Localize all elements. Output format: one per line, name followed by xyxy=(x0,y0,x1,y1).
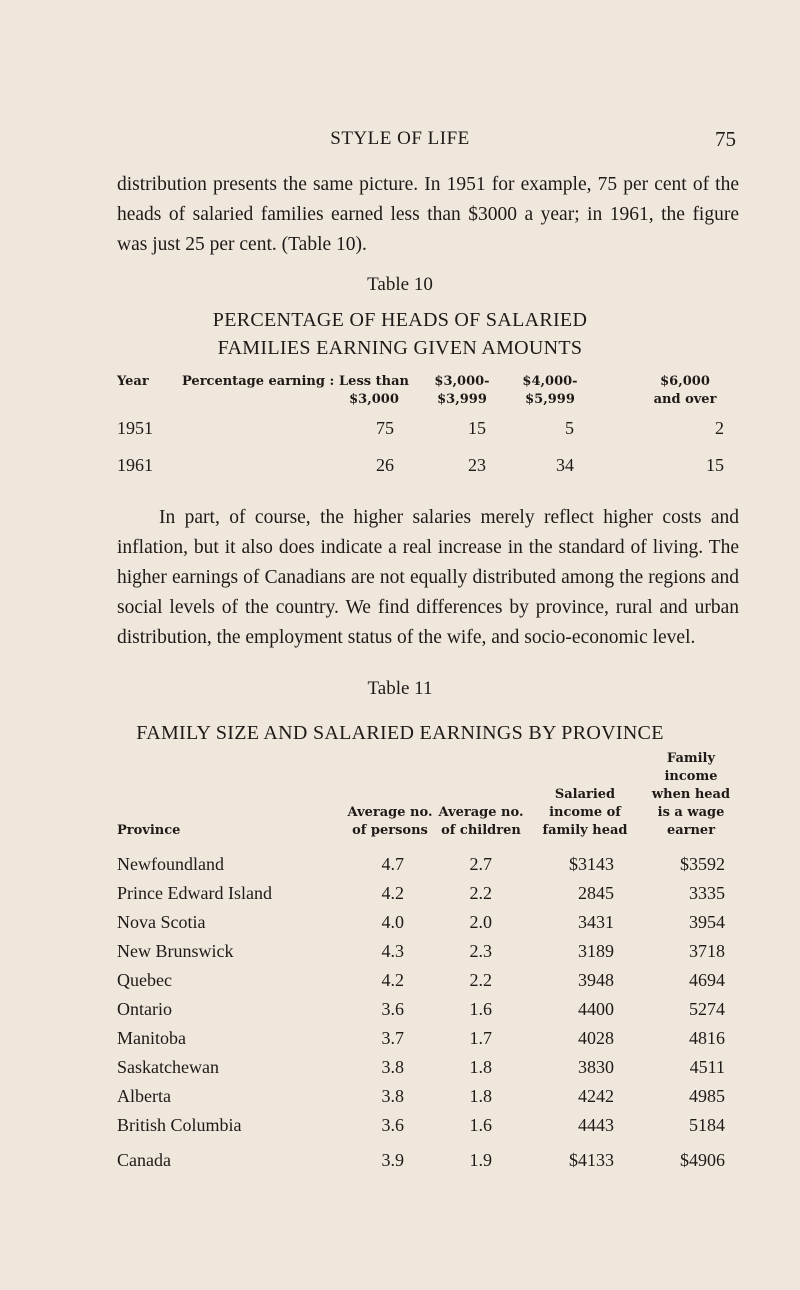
table-11-caption: Table 11 xyxy=(367,678,433,699)
table-cell: 3335 xyxy=(689,883,725,903)
table-cell: 34 xyxy=(556,455,574,475)
table-10-header-col3: $4,000- $5,999 xyxy=(522,374,578,407)
province-name: Alberta xyxy=(117,1086,171,1106)
table-cell: 3948 xyxy=(578,970,614,990)
table-cell: 75 xyxy=(376,418,394,438)
province-name: New Brunswick xyxy=(117,941,234,961)
table-cell: $3592 xyxy=(680,854,725,874)
table-cell: 3431 xyxy=(578,912,614,932)
province-name: Newfoundland xyxy=(117,854,224,874)
table-cell: 5274 xyxy=(689,999,725,1019)
table-cell: 4.2 xyxy=(381,970,404,990)
table-cell: 4400 xyxy=(578,999,614,1019)
table-10-header-col2: $3,000- $3,999 xyxy=(434,374,490,407)
table-cell: 1.8 xyxy=(469,1086,492,1106)
table-cell: 2.7 xyxy=(469,854,492,874)
table-cell: 4.7 xyxy=(381,854,404,874)
table-cell: 4511 xyxy=(689,1057,725,1077)
table-cell: 3.8 xyxy=(381,1057,404,1077)
table-10-title-line-2: FAMILIES EARNING GIVEN AMOUNTS xyxy=(217,337,583,359)
table-11-header-salaried: Salaried income of family head xyxy=(542,787,628,838)
table-cell: 1.6 xyxy=(469,999,492,1019)
page-header xyxy=(0,128,800,152)
table-10-caption: Table 10 xyxy=(367,274,433,295)
table-10-year-1951: 1951 xyxy=(117,418,153,438)
table-10-header-year: Year xyxy=(117,374,149,389)
table-cell: 3.8 xyxy=(381,1086,404,1106)
table-cell: 4.0 xyxy=(381,912,404,932)
table-cell: 4816 xyxy=(689,1028,725,1048)
table-11-header-province: Province xyxy=(117,823,181,838)
paragraph-1: distribution presents the same picture. In 1951 for example, 75 per cent of the heads of salaried families earned less than $3000 a year; in 1961, the figure was just 25 per cent. (Table 10). xyxy=(117,174,739,255)
running-head: STYLE OF LIFE xyxy=(330,128,470,149)
table-cell: 2 xyxy=(715,418,724,438)
table-cell: 3.6 xyxy=(381,1115,404,1135)
table-cell: 3189 xyxy=(578,941,614,961)
table-10-header-col4: $6,000 and over xyxy=(653,374,717,407)
table-cell: 1.9 xyxy=(469,1150,492,1170)
province-name: Nova Scotia xyxy=(117,912,206,932)
table-cell: 1.7 xyxy=(469,1028,492,1048)
table-cell: 2845 xyxy=(578,883,614,903)
province-name: Quebec xyxy=(117,970,172,990)
province-name: Saskatchewan xyxy=(117,1057,219,1077)
table-11-header-family: Family income when head is a wage earner xyxy=(651,751,731,838)
table-10-title-line-1: PERCENTAGE OF HEADS OF SALARIED xyxy=(212,309,588,331)
table-cell: 15 xyxy=(468,418,486,438)
table-10-year-1961: 1961 xyxy=(117,455,153,475)
table-10-header-col1: Less than $3,000 xyxy=(339,374,409,407)
table-11-title: FAMILY SIZE AND SALARIED EARNINGS BY PROVINCE xyxy=(136,722,664,744)
table-cell: 3.6 xyxy=(381,999,404,1019)
paragraph-2: In part, of course, the higher salaries merely reflect higher costs and inflation, but it also does indicate a real increase in the standard of living. The higher earnings of Canadians are not equally distributed among the regions and social levels of the country. We find differences by province, rural and urban distribution, the employment status of the wife, and socio-economic level. xyxy=(117,507,739,648)
table-cell: 4443 xyxy=(578,1115,614,1135)
table-10-header-label: Percentage earning : xyxy=(182,374,335,389)
table-cell: $3143 xyxy=(569,854,614,874)
table-cell: 2.2 xyxy=(469,883,492,903)
province-name: Manitoba xyxy=(117,1028,186,1048)
table-cell: 1.6 xyxy=(469,1115,492,1135)
table-cell: $4906 xyxy=(680,1150,725,1170)
table-cell: 1.8 xyxy=(469,1057,492,1077)
table-cell: 2.3 xyxy=(469,941,492,961)
table-cell: 26 xyxy=(376,455,394,475)
table-cell: 4.2 xyxy=(381,883,404,903)
table-cell: 3830 xyxy=(578,1057,614,1077)
table-cell: 3.7 xyxy=(381,1028,404,1048)
table-cell: 15 xyxy=(706,455,724,475)
province-name: British Columbia xyxy=(117,1115,242,1135)
province-name: Prince Edward Island xyxy=(117,883,272,903)
table-cell: 4028 xyxy=(578,1028,614,1048)
table-cell: 3.9 xyxy=(381,1150,404,1170)
table-cell: 2.0 xyxy=(469,912,492,932)
table-11-header-persons: Average no. of persons xyxy=(347,805,433,838)
table-cell: 4.3 xyxy=(381,941,404,961)
table-cell: 4242 xyxy=(578,1086,614,1106)
table-cell: 23 xyxy=(468,455,486,475)
table-cell: 4985 xyxy=(689,1086,725,1106)
table-cell: 5 xyxy=(565,418,574,438)
table-11-header-children: Average no. of children xyxy=(438,805,524,838)
province-name: Ontario xyxy=(117,999,172,1019)
province-name: Canada xyxy=(117,1150,171,1170)
table-cell: 2.2 xyxy=(469,970,492,990)
table-cell: 5184 xyxy=(689,1115,725,1135)
page-number: 75 xyxy=(715,127,736,151)
table-cell: $4133 xyxy=(569,1150,614,1170)
table-cell: 3718 xyxy=(689,941,725,961)
table-cell: 3954 xyxy=(689,912,725,932)
table-cell: 4694 xyxy=(689,970,725,990)
